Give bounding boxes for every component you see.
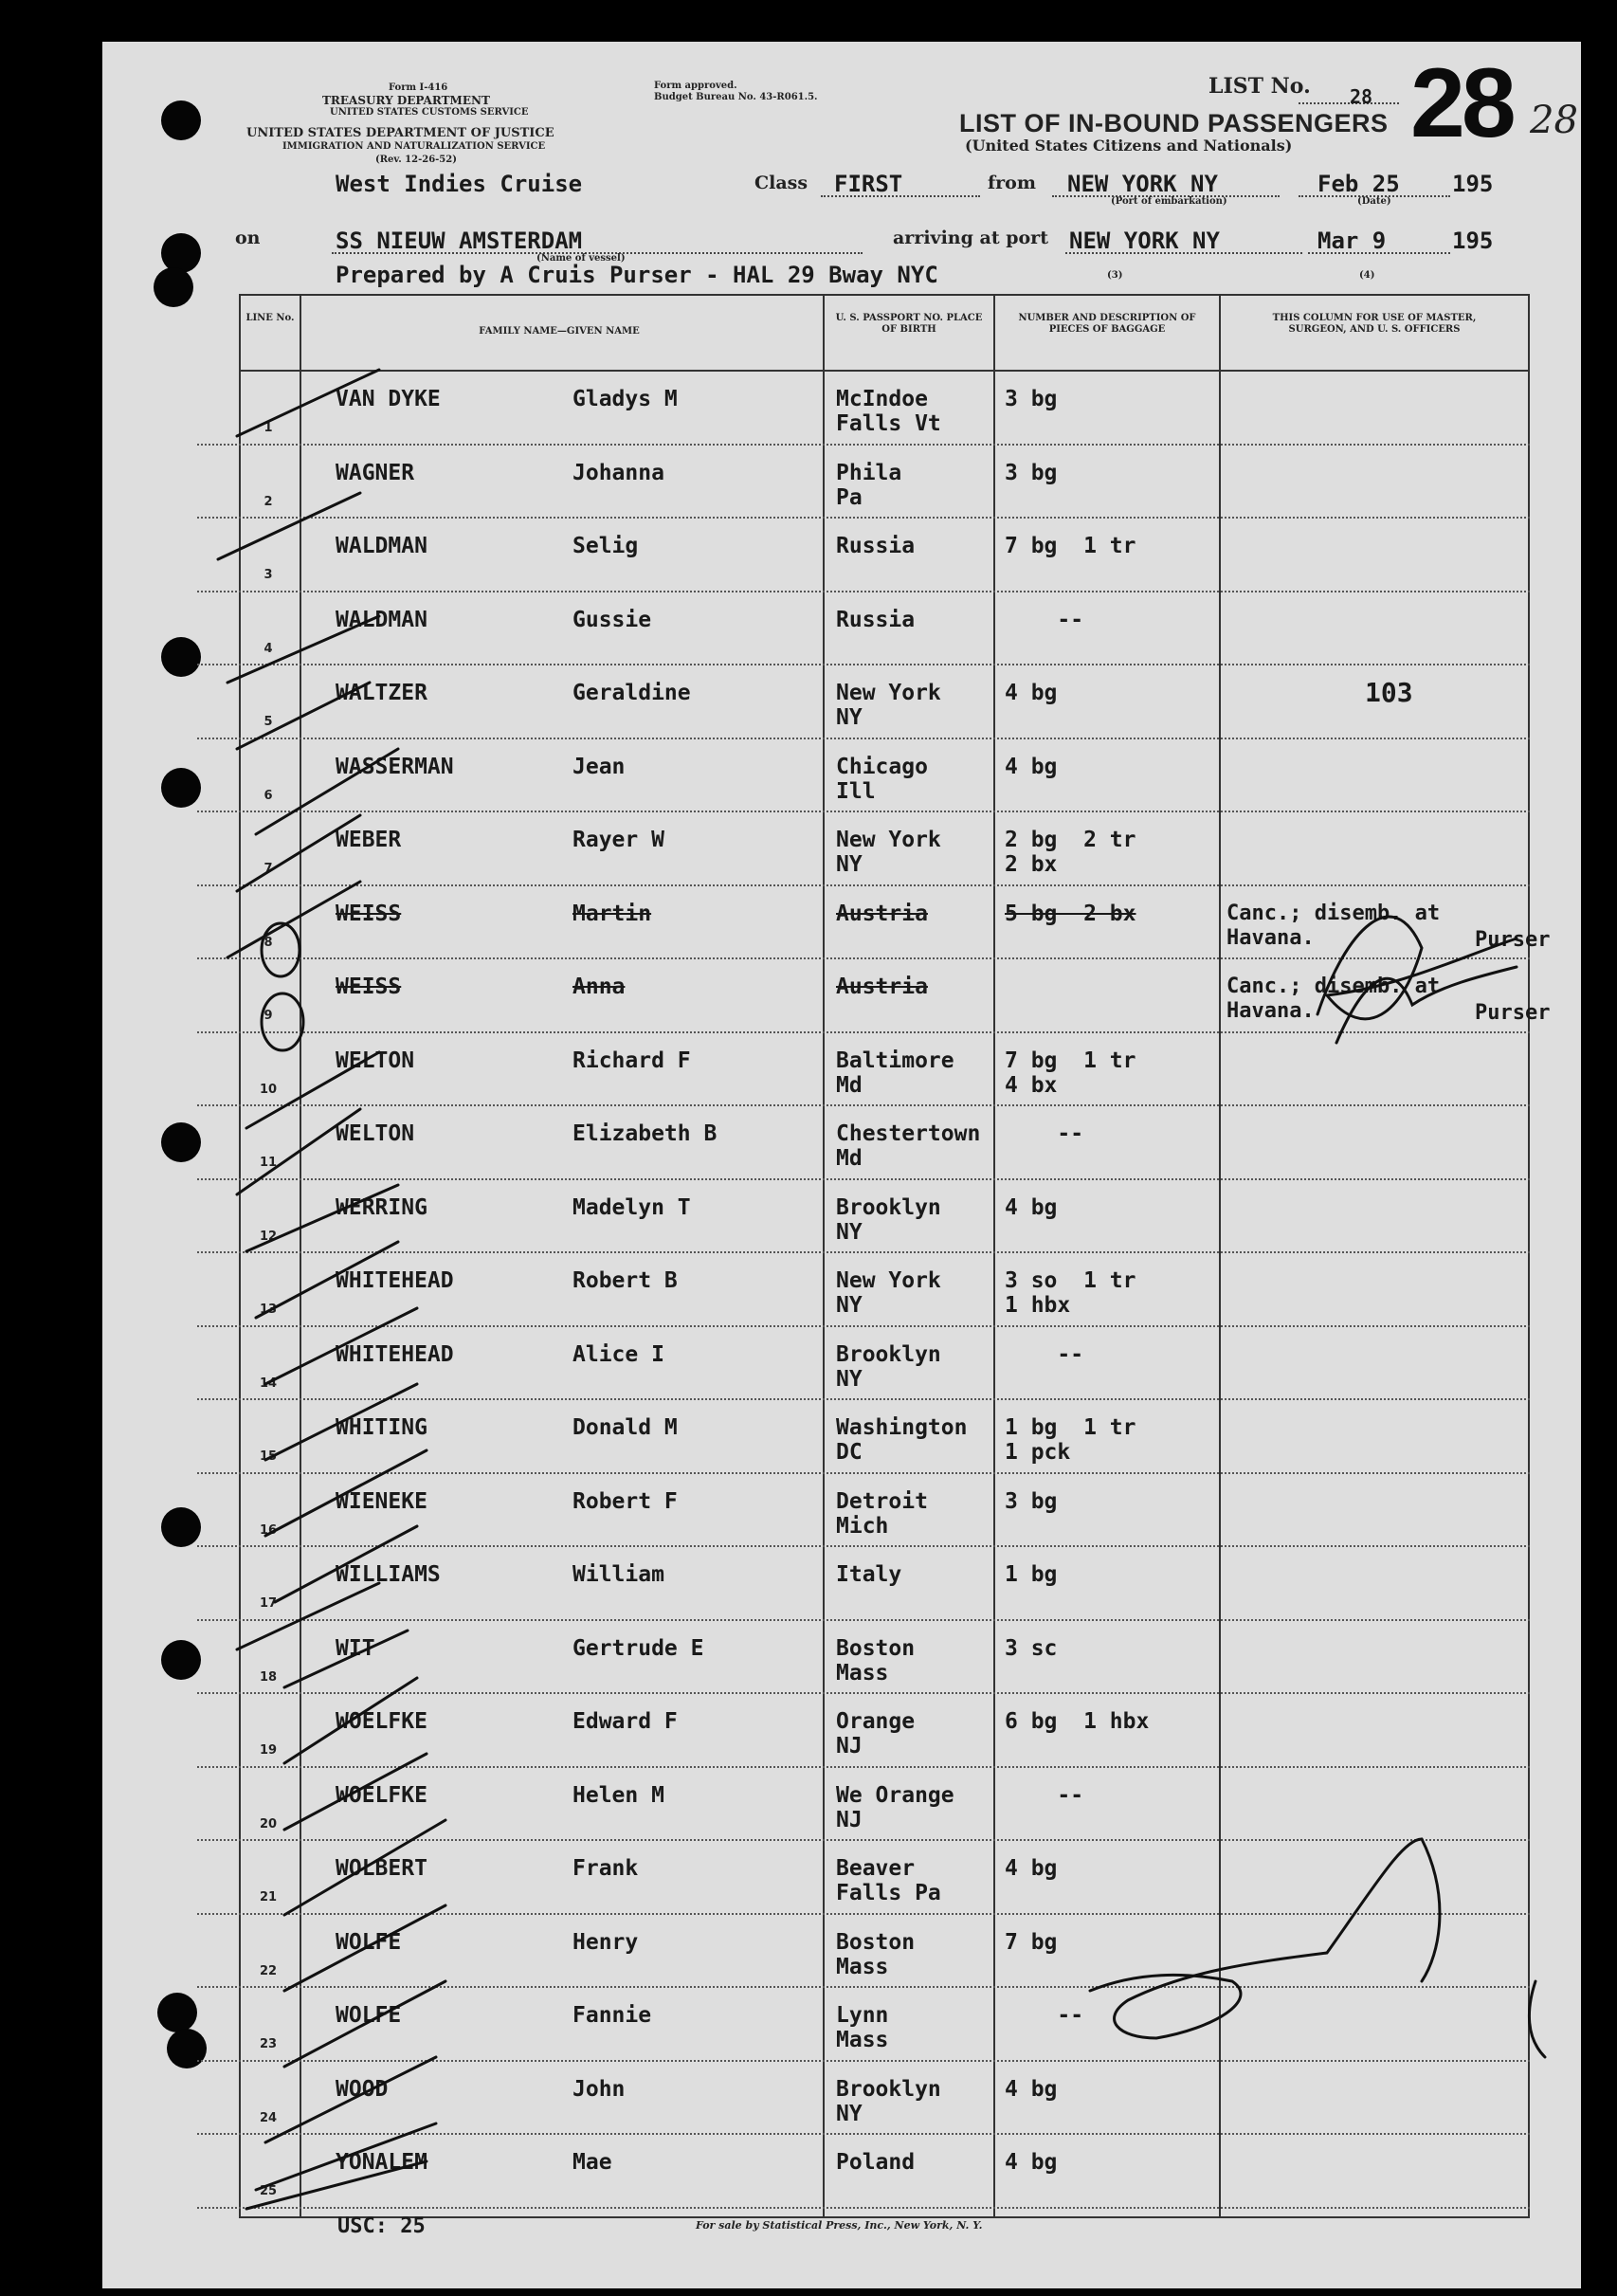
line-number: 20 [259,1816,278,1831]
vessel-name: SS NIEUW AMSTERDAM [336,228,583,254]
treasury-heading: TREASURY DEPARTMENT [322,94,490,107]
form-approved: Form approved. [654,81,737,91]
line-number: 24 [259,2110,278,2125]
family-name: WOELFKE [336,1709,427,1734]
given-name: Henry [572,1929,639,1955]
given-name: Robert F [572,1488,678,1514]
form-number: Form I-416 [389,82,448,93]
family-name: WASSERMAN [336,754,454,779]
purser-signature-label: Purser [1475,927,1551,952]
given-name: Fannie [572,2003,652,2028]
baggage: 4 bg [1005,1194,1058,1220]
given-name: Jean [572,754,626,779]
family-name: WELTON [336,1121,415,1146]
family-name: WALTZER [336,681,427,705]
from-label: from [988,173,1036,193]
list-no-label: LIST No. [1208,74,1311,99]
baggage: 4 bg [1005,2076,1058,2102]
given-name: Geraldine [572,681,691,705]
line-number: 25 [259,2184,278,2198]
place-of-birth: Beaver Falls Pa [836,1856,941,1905]
place-of-birth: Chestertown Md [836,1121,981,1171]
given-name: Robert B [572,1268,678,1293]
baggage: 7 bg [1005,1929,1058,1955]
line-number: 4 [263,641,273,656]
place-of-birth: Orange NJ [836,1709,916,1758]
given-name: Selig [572,534,639,558]
family-name: VAN DYKE [336,387,441,411]
header-line-no: LINE No. [245,313,295,323]
ins-heading: IMMIGRATION AND NATURALIZATION SERVICE [282,141,546,152]
prepared-by: Prepared by A Cruis Purser - HAL 29 Bway NYC [336,262,938,288]
baggage: 3 bg [1005,1488,1058,1514]
date-caption: (Date) [1357,196,1391,207]
line-number: 8 [263,935,273,950]
given-name: Gussie [572,607,652,632]
place-of-birth: Brooklyn NY [836,1341,941,1392]
given-name: Donald M [572,1415,678,1440]
line-number: 1 [263,421,273,435]
vessel-caption: (Name of vessel) [536,253,626,264]
line-number: 21 [259,1890,278,1904]
header-name: FAMILY NAME—GIVEN NAME [479,326,640,337]
caption-3: (3) [1107,270,1123,281]
baggage: 6 bg 1 hbx [1005,1709,1150,1734]
purser-signature-label: Purser [1475,1001,1551,1025]
family-name: WOLFE [336,1929,402,1955]
port-caption: (Port of embarkation) [1111,196,1227,207]
baggage: 3 sc [1005,1635,1058,1661]
baggage: 2 bg 2 tr 2 bx [1005,828,1136,877]
baggage: 3 bg [1005,387,1058,411]
family-name: WIENEKE [336,1488,427,1514]
baggage: 1 bg [1005,1562,1058,1587]
line-number: 17 [259,1596,278,1611]
line-number: 9 [263,1009,273,1023]
place-of-birth: New York NY [836,681,941,730]
family-name: WEISS [336,901,402,926]
place-of-birth: Brooklyn NY [836,2076,941,2126]
family-name: WHITING [336,1415,427,1440]
baggage: 3 so 1 tr 1 hbx [1005,1268,1136,1318]
list-no-handwritten: 28 [1530,99,1578,142]
baggage: -- [1005,1782,1084,1808]
family-name: WEBER [336,828,402,852]
baggage: 4 bg [1005,2150,1058,2175]
class-value: FIRST [834,171,903,197]
line-number: 11 [259,1156,278,1170]
family-name: WOLBERT [336,1856,427,1881]
officer-remark: Canc.; disemb. at Havana. [1226,901,1441,950]
family-name: WERRING [336,1194,427,1220]
place-of-birth: McIndoe Falls Vt [836,387,941,436]
baggage: -- [1005,2003,1084,2028]
given-name: Anna [572,975,626,999]
caption-4: (4) [1359,270,1375,281]
given-name: Elizabeth B [572,1121,718,1146]
given-name: Johanna [572,460,664,485]
baggage: -- [1005,1121,1084,1146]
place-of-birth: Boston Mass [836,1635,916,1686]
baggage: 4 bg [1005,754,1058,779]
line-number: 3 [263,568,273,582]
document-title: LIST OF IN-BOUND PASSENGERS [959,109,1389,137]
family-name: WOOD [336,2076,389,2102]
arriving-label: arriving at port [893,228,1048,248]
line-number: 22 [259,1963,278,1978]
given-name: Rayer W [572,828,664,852]
place-of-birth: Chicago Ill [836,754,928,804]
document-subtitle: (United States Citizens and Nationals) [965,137,1293,155]
place-of-birth: Austria [836,975,928,999]
family-name: WILLIAMS [336,1562,441,1587]
given-name: John [572,2076,626,2102]
given-name: Alice I [572,1341,664,1367]
embarkation-date: Feb 25 [1317,171,1400,197]
place-of-birth: Poland [836,2150,916,2175]
place-of-birth: Russia [836,607,916,632]
place-of-birth: Detroit Mich [836,1488,928,1539]
line-number: 2 [263,494,273,509]
family-name: WAGNER [336,460,415,485]
cruise-name: West Indies Cruise [336,171,583,197]
printer-imprint: For sale by Statistical Press, Inc., New York, N. Y. [696,2219,983,2232]
list-no-typed: 28 [1350,85,1373,108]
header-officers: THIS COLUMN FOR USE OF MASTER, SURGEON, AND U. S. OFFICERS [1272,313,1477,335]
family-name: WELTON [336,1048,415,1073]
place-of-birth: Russia [836,534,916,558]
place-of-birth: Baltimore Md [836,1048,954,1098]
baggage: 7 bg 1 tr [1005,534,1136,558]
given-name: Martin [572,901,652,926]
given-name: Mae [572,2150,612,2175]
line-number: 7 [263,862,273,876]
arrival-port: NEW YORK NY [1069,228,1220,254]
list-no-stamp: 28 [1410,48,1513,158]
line-number: 19 [259,1743,278,1758]
family-name: WHITEHEAD [336,1268,454,1293]
place-of-birth: New York NY [836,828,941,877]
baggage: 5 bg 2 bx [1005,901,1136,926]
place-of-birth: Washington DC [836,1415,968,1465]
given-name: Edward F [572,1709,678,1734]
given-name: Helen M [572,1782,664,1808]
baggage: 7 bg 1 tr 4 bx [1005,1048,1136,1098]
place-of-birth: Boston Mass [836,1929,916,1979]
line-number: 10 [259,1082,278,1097]
place-of-birth: Brooklyn NY [836,1194,941,1245]
place-of-birth: Lynn Mass [836,2003,889,2052]
officer-remark: 103 [1365,677,1413,708]
justice-heading: UNITED STATES DEPARTMENT OF JUSTICE [246,126,554,140]
header-baggage: NUMBER AND DESCRIPTION OF PIECES OF BAGGAGE [1018,313,1196,335]
given-name: William [572,1562,664,1587]
place-of-birth: Austria [836,901,928,926]
line-number: 23 [259,2037,278,2051]
budget-bureau: Budget Bureau No. 43-R061.5. [654,92,818,102]
given-name: Gladys M [572,387,678,411]
baggage: 4 bg [1005,681,1058,705]
revision-date: (Rev. 12-26-52) [375,155,457,165]
arrival-date: Mar 9 [1317,228,1387,254]
customs-heading: UNITED STATES CUSTOMS SERVICE [330,107,529,118]
line-number: 16 [259,1522,278,1538]
given-name: Madelyn T [572,1194,691,1220]
line-number: 13 [259,1303,278,1317]
family-name: WALDMAN [336,534,427,558]
usc-count: USC: 25 [337,2214,426,2238]
place-of-birth: Phila Pa [836,460,902,510]
place-of-birth: We Orange NJ [836,1782,954,1832]
line-number: 5 [263,715,273,729]
arrival-year: 195 [1452,228,1494,254]
given-name: Gertrude E [572,1635,704,1661]
given-name: Frank [572,1856,639,1881]
given-name: Richard F [572,1048,691,1073]
place-of-birth: Italy [836,1562,902,1587]
line-number: 6 [263,788,273,803]
class-label: Class [754,173,808,193]
family-name: WEISS [336,975,402,999]
officer-remark: Canc.; disemb. at Havana. [1226,975,1441,1023]
baggage: -- [1005,1341,1084,1367]
family-name: YONALEM [336,2150,427,2175]
family-name: WOELFKE [336,1782,427,1808]
family-name: WOLFE [336,2003,402,2028]
port-of-embarkation: NEW YORK NY [1067,171,1218,197]
family-name: WHITEHEAD [336,1341,454,1367]
line-number: 18 [259,1669,278,1685]
baggage: 4 bg [1005,1856,1058,1881]
family-name: WIT [336,1635,375,1661]
place-of-birth: New York NY [836,1268,941,1318]
baggage: -- [1005,607,1084,632]
line-number: 15 [259,1449,278,1464]
family-name: WALDMAN [336,607,427,632]
embarkation-year: 195 [1452,171,1494,197]
header-passport: U. S. PASSPORT NO. PLACE OF BIRTH [835,313,983,335]
on-label: on [235,228,261,248]
line-number: 14 [259,1376,278,1391]
baggage: 3 bg [1005,460,1058,485]
line-number: 12 [259,1229,278,1244]
check-mark [237,370,379,436]
baggage: 1 bg 1 tr 1 pck [1005,1415,1136,1465]
